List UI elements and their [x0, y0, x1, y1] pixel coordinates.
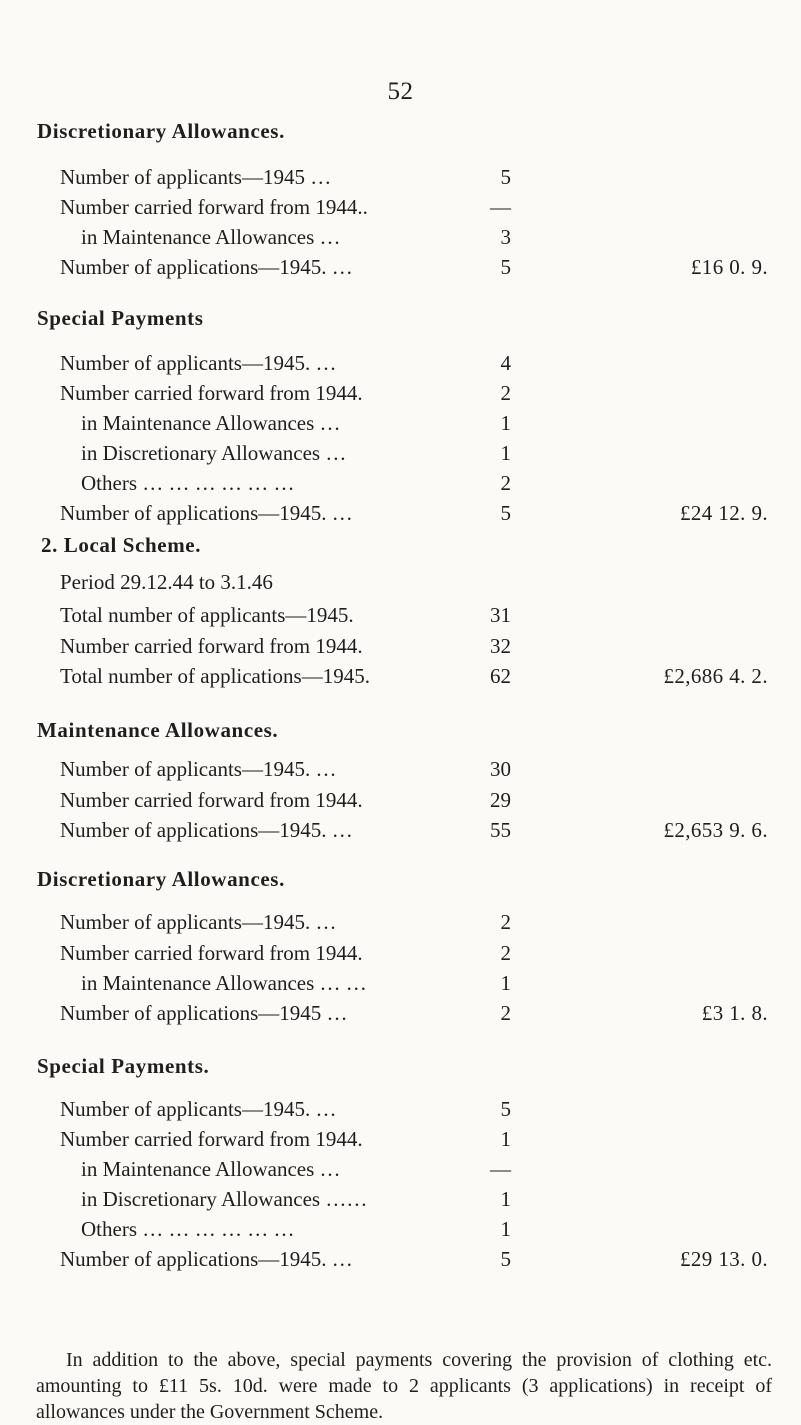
row-count: 1 [500, 971, 511, 995]
table-row [0, 441, 801, 471]
row-label: in Maintenance Allowances … [81, 411, 341, 435]
row-count: 1 [500, 411, 511, 435]
table-row [0, 1217, 801, 1247]
row-count: 2 [500, 910, 511, 934]
row-count: 1 [500, 1217, 511, 1241]
row-label: Number carried forward from 1944. [60, 634, 363, 658]
row-count: 1 [500, 1127, 511, 1151]
table-row [0, 788, 801, 818]
table-row [0, 818, 801, 848]
row-count: 2 [500, 381, 511, 405]
section-heading-special-payments-local: Special Payments. [37, 1054, 210, 1078]
table-row [0, 351, 801, 381]
row-label: Others … … … … … … [81, 1217, 295, 1241]
row-label: in Discretionary Allowances … [81, 441, 347, 465]
row-count: 3 [500, 225, 511, 249]
row-amount: £16 0. 9. [690, 255, 768, 279]
row-count: 2 [500, 471, 511, 495]
table-row [0, 411, 801, 441]
row-count: 2 [500, 1001, 511, 1025]
row-count: 2 [500, 941, 511, 965]
row-label: Number of applicants—1945 … [60, 165, 332, 189]
table-row [0, 195, 801, 225]
row-label: Number of applicants—1945. … [60, 1097, 337, 1121]
row-count: 29 [490, 788, 511, 812]
table-row [0, 664, 801, 694]
table-row [0, 471, 801, 501]
table-row [0, 603, 801, 633]
table-row [0, 971, 801, 1001]
table-row [0, 941, 801, 971]
section-heading-discretionary-allowances: Discretionary Allowances. [37, 119, 285, 143]
row-count: 5 [500, 1097, 511, 1121]
row-count: 32 [490, 634, 511, 658]
table-row [0, 1001, 801, 1031]
row-amount: £2,653 9. 6. [663, 818, 768, 842]
table-row [0, 1187, 801, 1217]
row-label: Number of applications—1945. … [60, 818, 353, 842]
row-count: 5 [500, 165, 511, 189]
row-label: Number of applicants—1945. … [60, 910, 337, 934]
row-label: in Maintenance Allowances … … [81, 971, 367, 995]
row-amount: £3 1. 8. [701, 1001, 768, 1025]
row-count: 1 [500, 441, 511, 465]
table-row [0, 1247, 801, 1277]
row-amount: £2,686 4. 2. [663, 664, 768, 688]
table-row [0, 1097, 801, 1127]
row-label: Number of applicants—1945. … [60, 351, 337, 375]
section-heading-local-scheme: 2. Local Scheme. [41, 533, 202, 557]
table-row [0, 910, 801, 940]
page-number: 52 [387, 78, 414, 105]
row-label: Number carried forward from 1944. [60, 381, 363, 405]
table-row [0, 570, 801, 600]
row-count: 55 [490, 818, 511, 842]
table-row [0, 757, 801, 787]
row-count: 30 [490, 757, 511, 781]
table-row [0, 1157, 801, 1187]
table-row [0, 381, 801, 411]
row-label: Total number of applications—1945. [60, 664, 370, 688]
table-row [0, 225, 801, 255]
row-label: Others … … … … … … [81, 471, 295, 495]
table-row [0, 634, 801, 664]
table-row [0, 501, 801, 531]
row-count: 5 [500, 255, 511, 279]
row-label: in Maintenance Allowances … [81, 1157, 341, 1181]
row-label: Number carried forward from 1944.. [60, 195, 368, 219]
section-heading-maintenance-allowances: Maintenance Allowances. [37, 718, 279, 742]
table-row [0, 255, 801, 285]
row-count: 5 [500, 1247, 511, 1271]
row-label: Number carried forward from 1944. [60, 941, 363, 965]
row-label: Number of applications—1945. … [60, 1247, 353, 1271]
row-label: Number of applications—1945. … [60, 501, 353, 525]
row-label: Number of applications—1945 … [60, 1001, 348, 1025]
section-heading-special-payments: Special Payments [37, 306, 204, 330]
row-amount: £29 13. 0. [680, 1247, 768, 1271]
row-amount: £24 12. 9. [680, 501, 768, 525]
row-label: Period 29.12.44 to 3.1.46 [60, 570, 273, 594]
row-label: Number of applicants—1945. … [60, 757, 337, 781]
row-count: — [490, 195, 511, 219]
row-count: 5 [500, 501, 511, 525]
row-label: Number carried forward from 1944. [60, 788, 363, 812]
section-heading-discretionary-allowances-local: Discretionary Allowances. [37, 867, 285, 891]
footnote-paragraph: In addition to the above, special payments covering the provision of clothing etc. amounting to £11 5s. 10d. were made to 2 applicants (3 applications) in receipt of allowances under the Government Scheme. [36, 1349, 772, 1423]
row-count: — [490, 1157, 511, 1181]
row-count: 1 [500, 1187, 511, 1211]
row-label: Number carried forward from 1944. [60, 1127, 363, 1151]
table-row [0, 1127, 801, 1157]
row-label: Number of applications—1945. … [60, 255, 353, 279]
row-count: 4 [500, 351, 511, 375]
row-label: in Maintenance Allowances … [81, 225, 341, 249]
row-label: Total number of applicants—1945. [60, 603, 354, 627]
row-count: 62 [490, 664, 511, 688]
row-count: 31 [490, 603, 511, 627]
row-label: in Discretionary Allowances …… [81, 1187, 368, 1211]
table-row [0, 165, 801, 195]
